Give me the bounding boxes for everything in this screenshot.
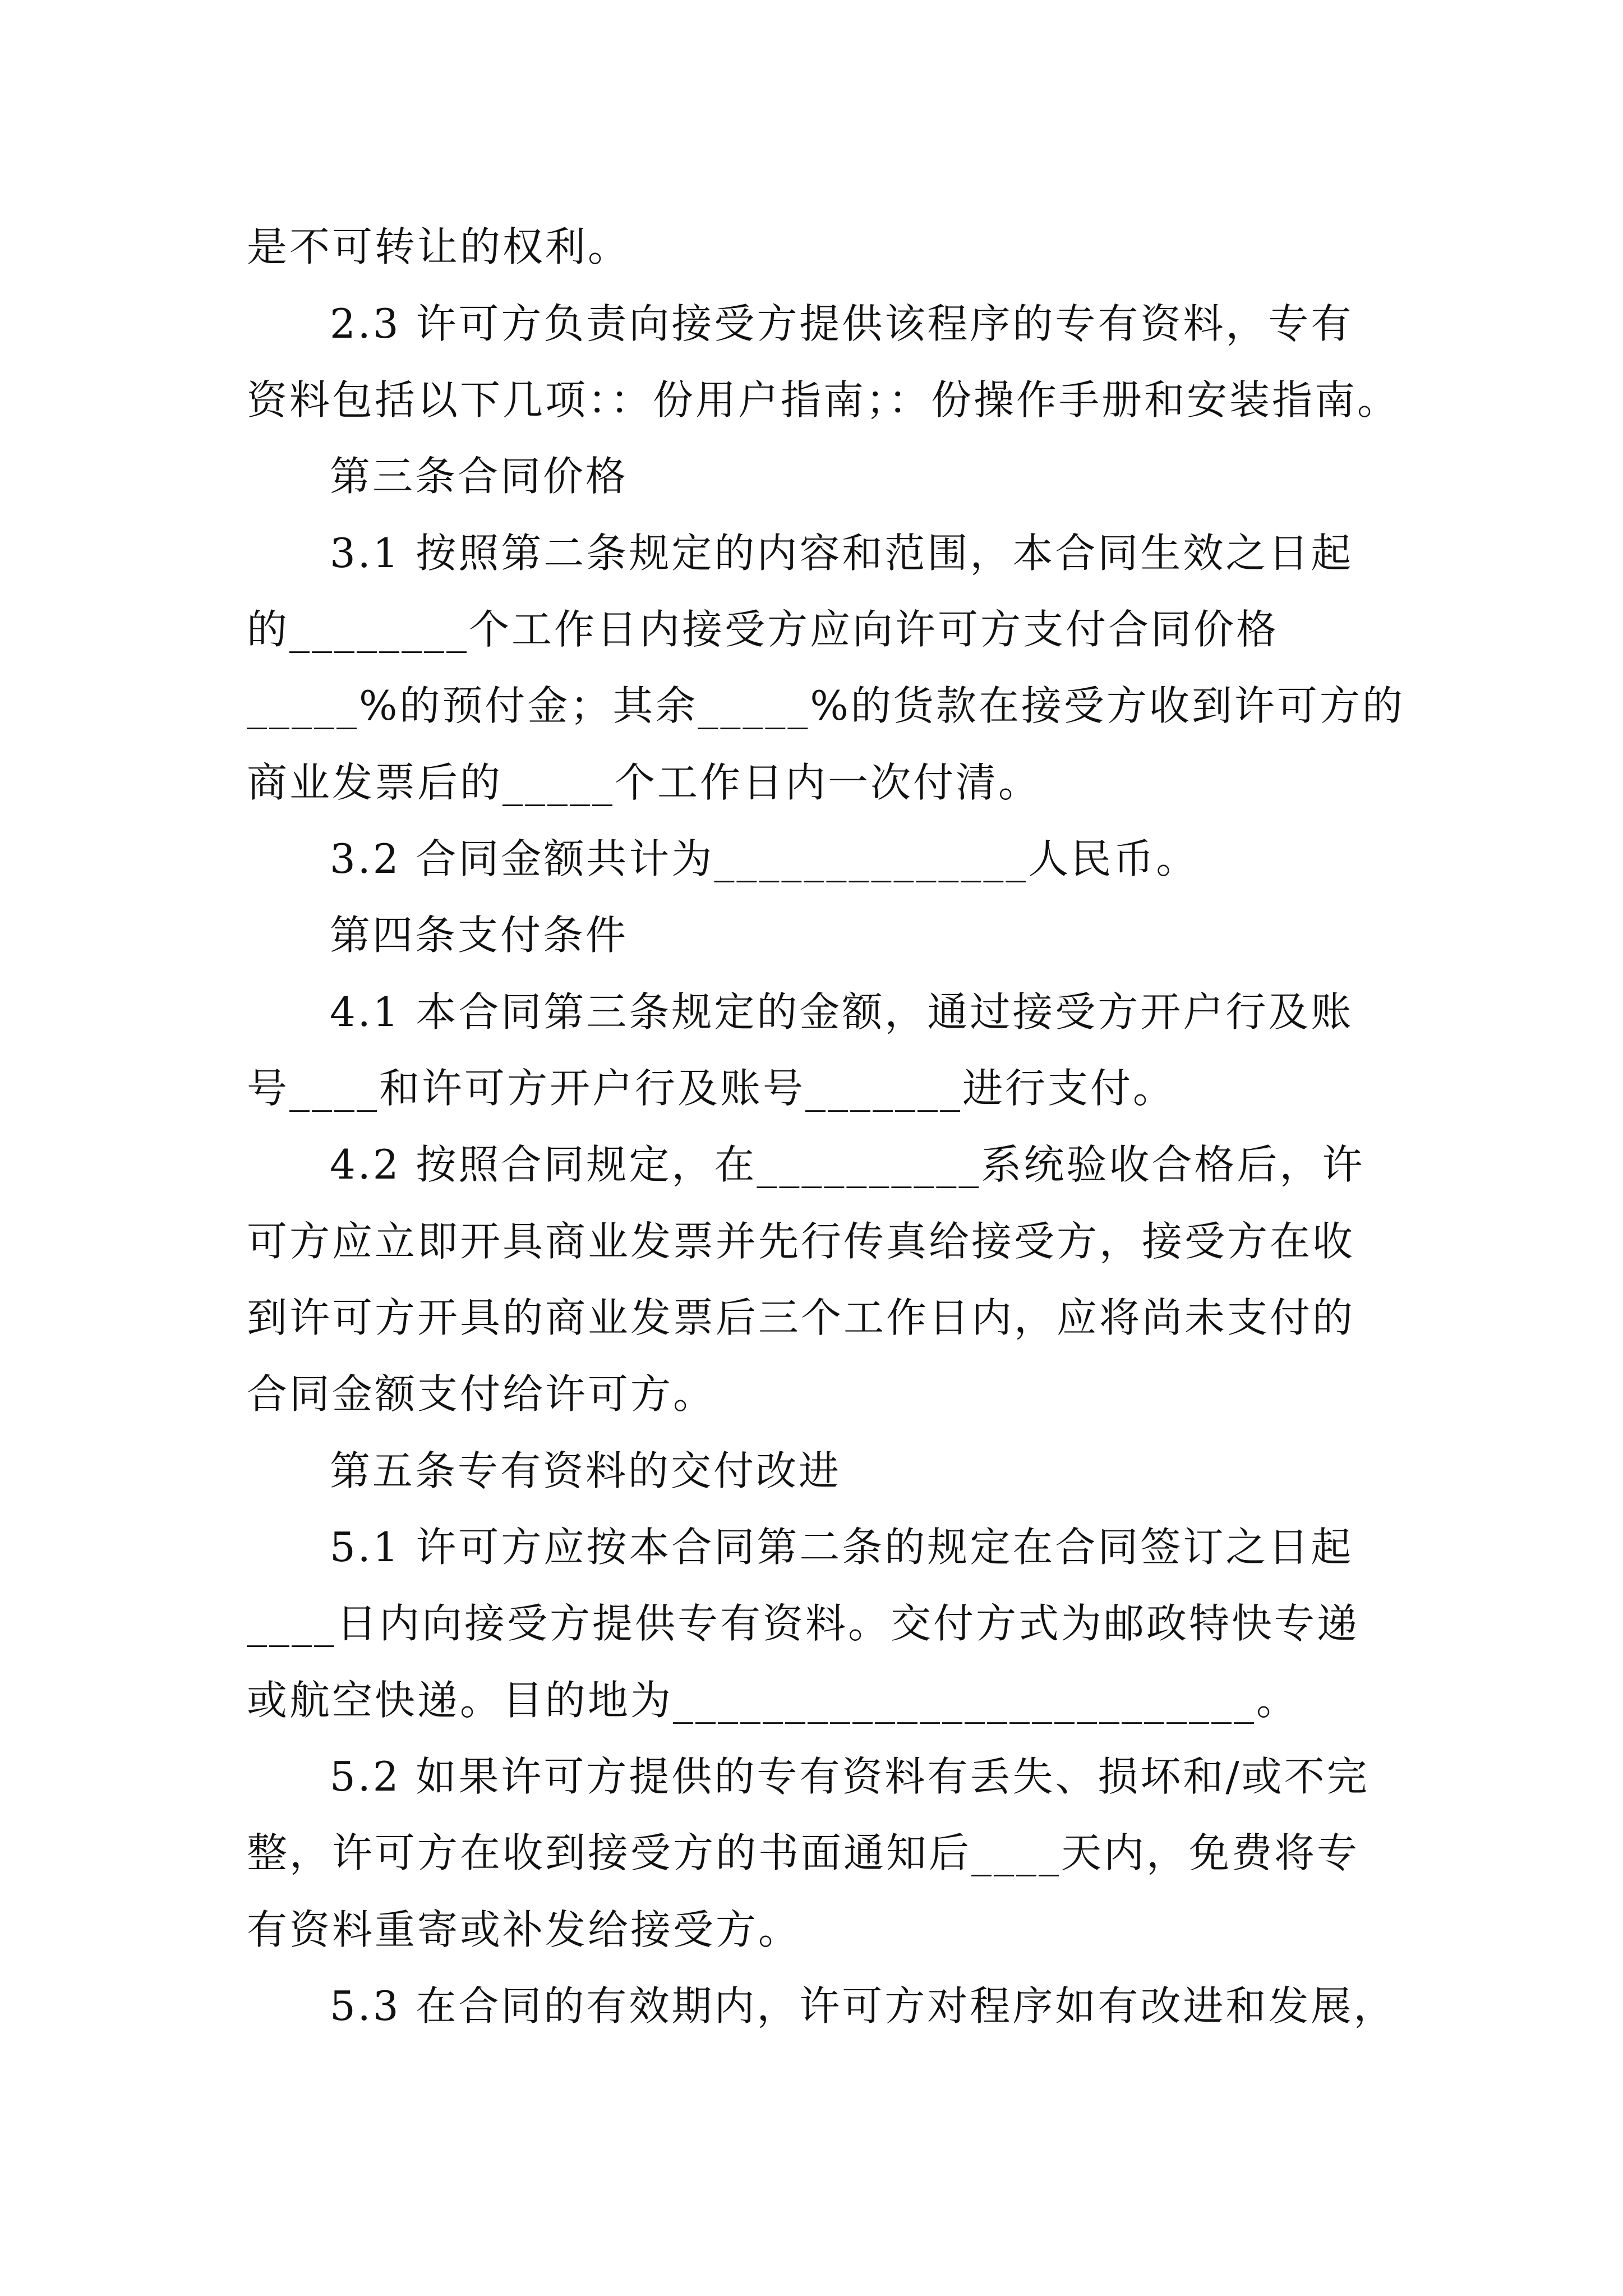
text-line: 5.3 在合同的有效期内，许可方对程序如有改进和发展， [330, 1982, 1396, 2030]
text-line: 4.2 按照合同规定，在__________系统验收合格后，许 [330, 1141, 1365, 1188]
text-line: 3.2 合同金额共计为______________人民币。 [330, 835, 1199, 882]
text-line: ____日内向接受方提供专有资料。交付方式为邮政特快专递 [247, 1600, 1360, 1647]
text-line: 5.2 如果许可方提供的专有资料有丢失、损坏和/或不完 [330, 1753, 1370, 1800]
text-line: 合同金额支付给许可方。 [247, 1370, 716, 1418]
text-line: 4.1 本合同第三条规定的金额，通过接受方开户行及账 [330, 988, 1354, 1036]
text-line: 5.1 许可方应按本合同第二条的规定在合同签订之日起 [330, 1524, 1354, 1571]
text-line: 号____和许可方开户行及账号_______进行支付。 [247, 1065, 1176, 1112]
text-line: 到许可方开具的商业发票后三个工作日内，应将尚未支付的 [247, 1294, 1355, 1341]
text-line: _____%的预付金；其余_____%的货款在接受方收到许可方的 [247, 682, 1405, 729]
text-line: 整，许可方在收到接受方的书面通知后____天内，免费将专 [247, 1829, 1360, 1876]
text-line: 的________个工作日内接受方应向许可方支付合同价格 [247, 606, 1279, 653]
text-line: 是不可转让的权利。 [247, 223, 631, 270]
text-line: 3.1 按照第二条规定的内容和范围，本合同生效之日起 [330, 530, 1354, 577]
text-line: 可方应立即开具商业发票并先行传真给接受方，接受方在收 [247, 1218, 1355, 1265]
text-line: 或航空快递。目的地为__________________________。 [247, 1677, 1299, 1724]
text-line: 资料包括以下几项：：份用户指南；：份操作手册和安装指南。 [247, 376, 1400, 424]
text-line: 有资料重寄或补发给接受方。 [247, 1906, 801, 1953]
section-heading: 第五条专有资料的交付改进 [330, 1447, 842, 1494]
text-line: 2.3 许可方负责向接受方提供该程序的专有资料，专有 [330, 300, 1354, 347]
text-line: 商业发票后的_____个工作日内一次付清。 [247, 759, 1041, 806]
section-heading: 第四条支付条件 [330, 912, 629, 959]
section-heading: 第三条合同价格 [330, 453, 629, 500]
